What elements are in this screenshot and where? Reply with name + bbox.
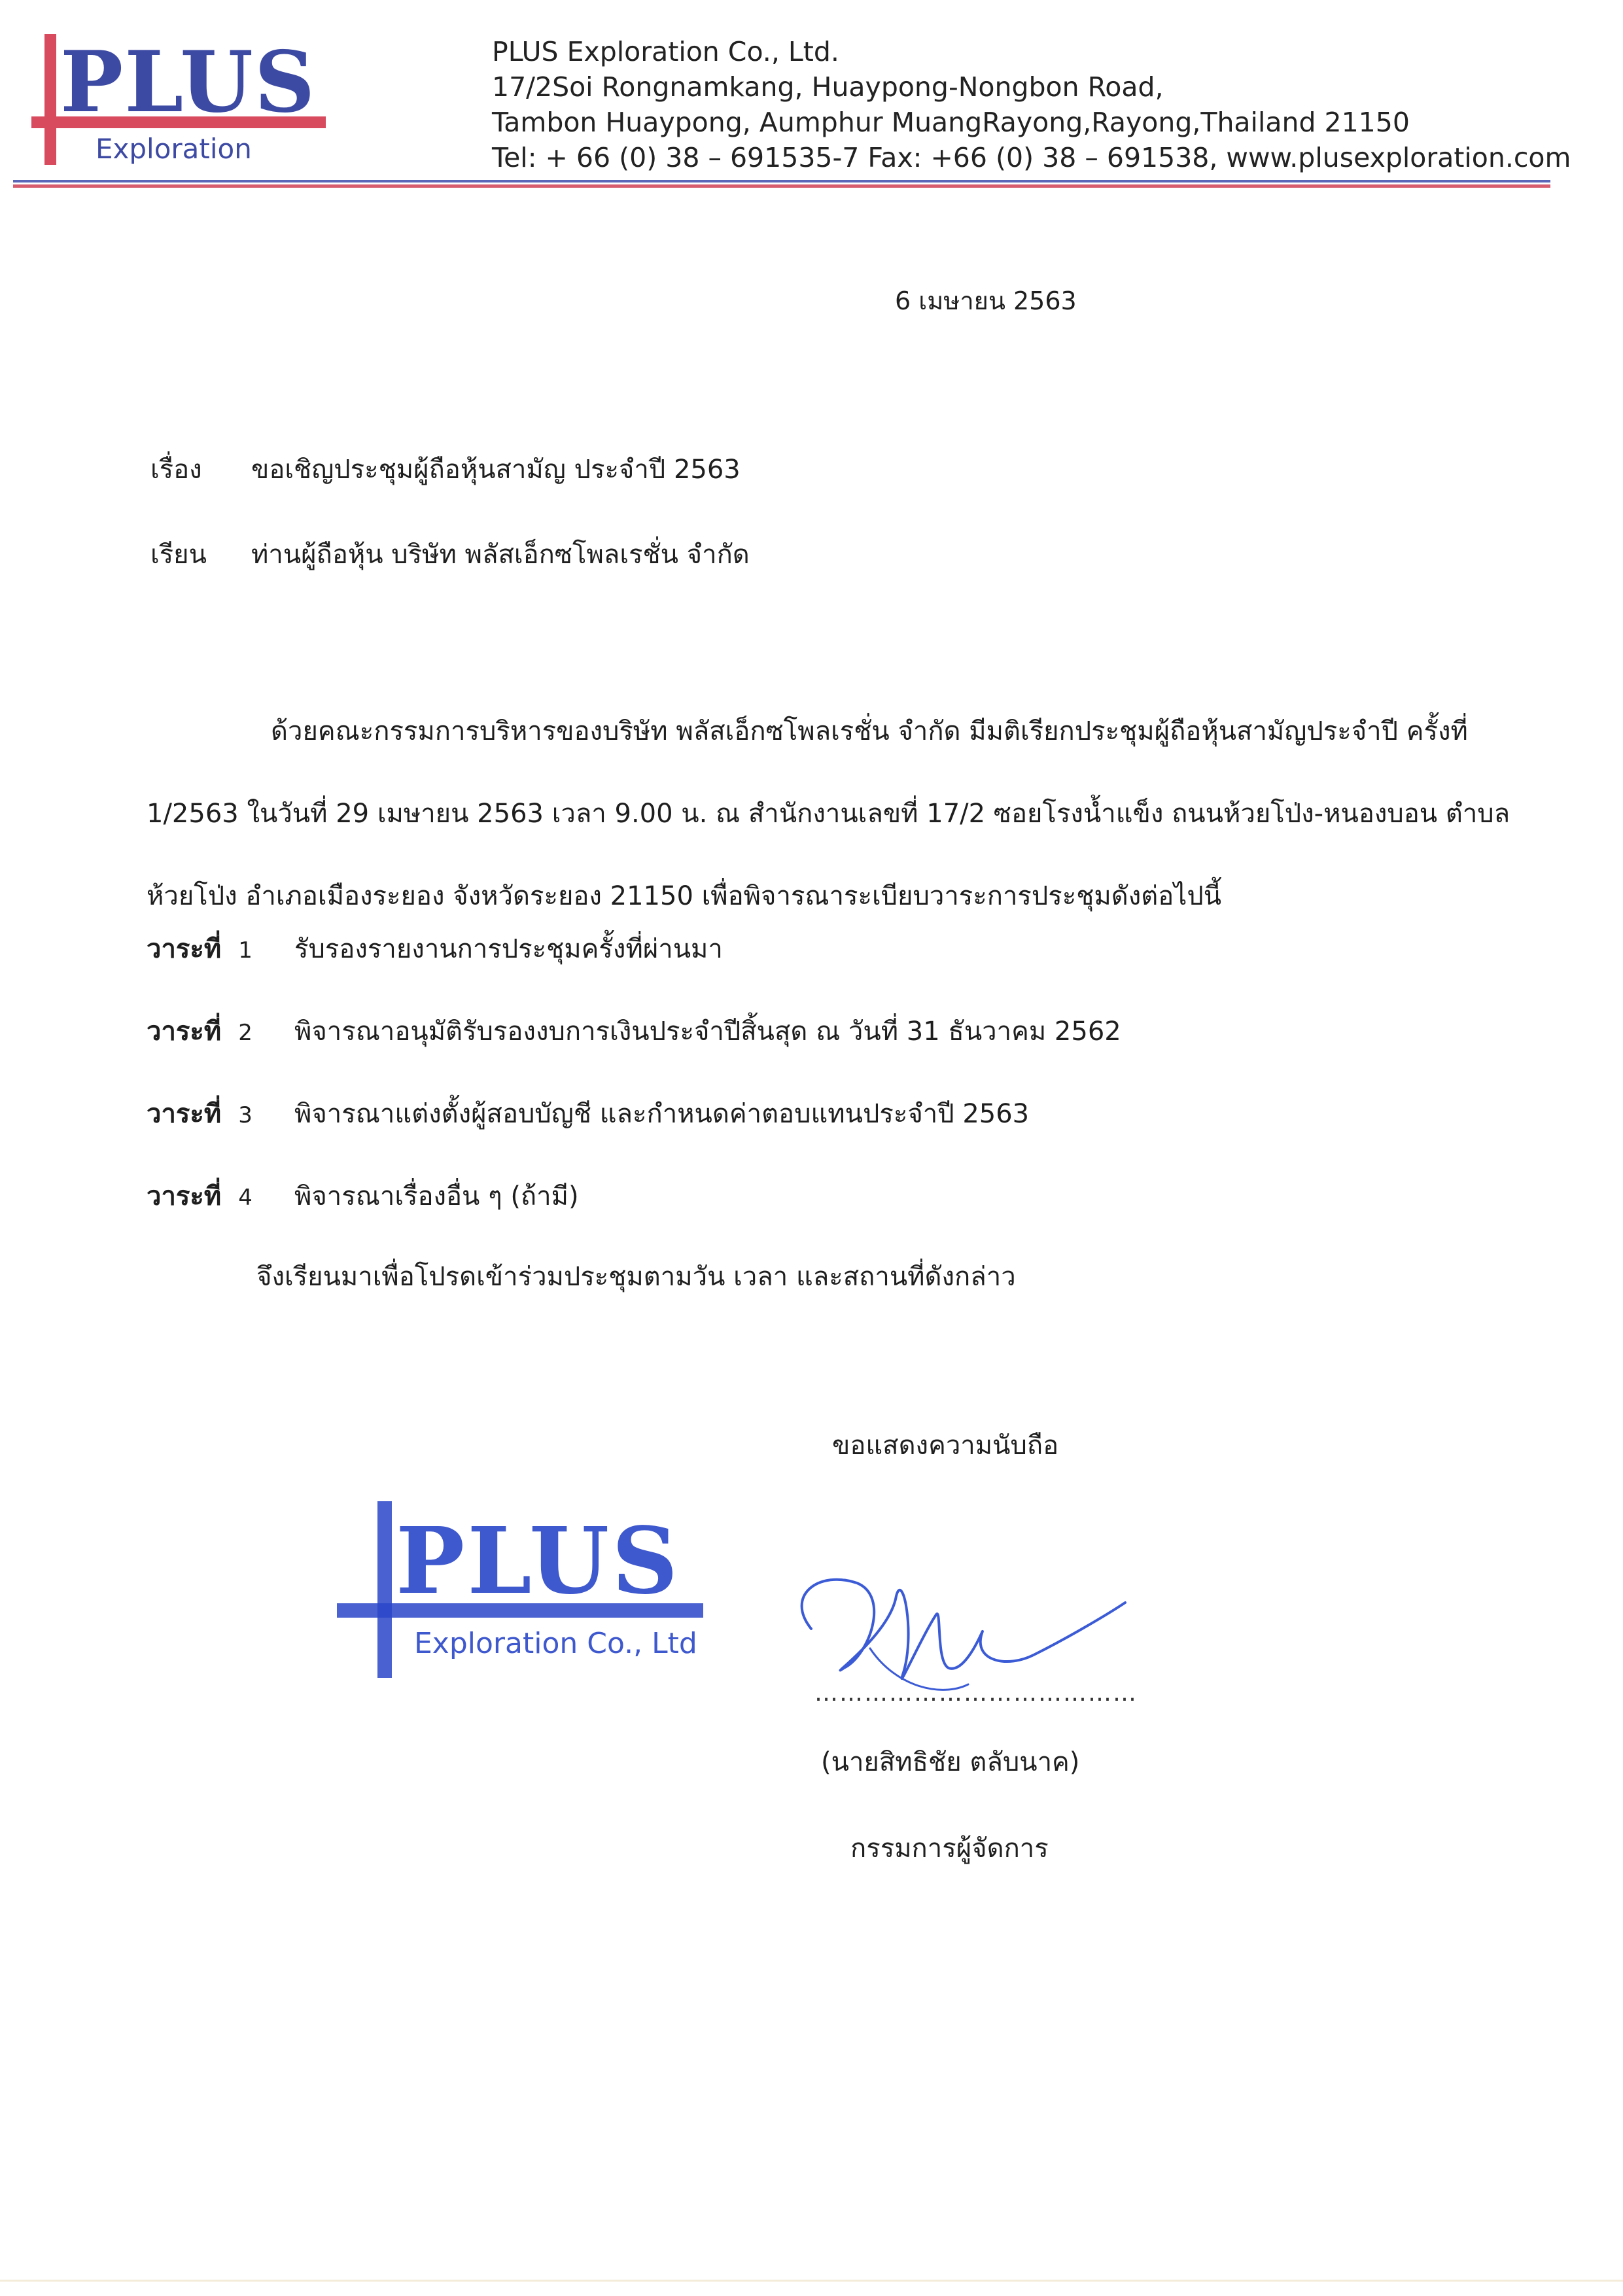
recipient-label: เรียน	[150, 540, 207, 570]
svg-text:PLUS: PLUS	[396, 1508, 681, 1615]
company-logo	[31, 34, 326, 165]
subject-text: ขอเชิญประชุมผู้ถือหุ้นสามัญ ประจำปี 2563	[251, 455, 741, 485]
svg-text:PLUS: PLUS	[60, 34, 317, 131]
agenda-label-1: วาระที่ 1	[147, 934, 253, 964]
agenda-text-4: พิจารณาเรื่องอื่น ๆ (ถ้ามี)	[294, 1181, 579, 1211]
subject-label: เรื่อง	[150, 455, 202, 485]
svg-text:Exploration: Exploration	[96, 133, 252, 165]
signature-line: …………………………………	[814, 1680, 1138, 1707]
intro-paragraph: ด้วยคณะกรรมการบริหารของบริษัท พลัสเอ็กซโพลเรชั่น จำกัด มีมติเรียกประชุมผู้ถือหุ้นสามัญประจำปี ครั้งที่ 1/2563 ในวันที่ 29 เมษายน 2563 เวลา 9.00 น. ณ สำนักงานเลขที่ 17/2 ซอยโรงน้ำแข็ง ถนนห้วยโป่ง-หนองบอน ตำบลห้วยโป่ง อำเภอเมืองระยอง จังหวัดระยอง 21150 เพื่อพิจารณาระเบียบวาระการประชุมดังต่อไปนี้	[147, 716, 1510, 911]
company-name: PLUS Exploration Co., Ltd.	[492, 36, 839, 67]
header-rule-red	[13, 184, 1550, 188]
letter-date: 6 เมษายน 2563	[895, 287, 1077, 315]
agenda-label-2: วาระที่ 2	[147, 1017, 253, 1047]
svg-text:Exploration Co., Ltd: Exploration Co., Ltd	[414, 1627, 697, 1660]
header-rule-blue	[13, 180, 1550, 183]
company-address-line-1: 17/2Soi Rongnamkang, Huaypong-Nongbon Road,	[492, 71, 1164, 103]
regards-text: ขอแสดงความนับถือ	[832, 1431, 1059, 1461]
agenda-label-3: วาระที่ 3	[147, 1099, 253, 1129]
agenda-text-3: พิจารณาแต่งตั้งผู้สอบบัญชี และกำหนดค่าตอบแทนประจำปี 2563	[294, 1099, 1030, 1129]
closing-sentence: จึงเรียนมาเพื่อโปรดเข้าร่วมประชุมตามวัน เวลา และสถานที่ดังกล่าว	[256, 1262, 1016, 1292]
company-address-line-2: Tambon Huaypong, Aumphur MuangRayong,Rayong,Thailand 21150	[492, 107, 1410, 138]
agenda-label-4: วาระที่ 4	[147, 1181, 253, 1211]
signatory-position: กรรมการผู้จัดการ	[850, 1834, 1049, 1864]
company-stamp	[337, 1501, 703, 1678]
recipient-text: ท่านผู้ถือหุ้น บริษัท พลัสเอ็กซโพลเรชั่น จำกัด	[251, 540, 750, 570]
agenda-text-1: รับรองรายงานการประชุมครั้งที่ผ่านมา	[294, 934, 723, 964]
company-contact: Tel: + 66 (0) 38 – 691535-7 Fax: +66 (0) 38 – 691538, www.plusexploration.com	[492, 142, 1571, 173]
page-bottom-edge	[0, 2280, 1623, 2282]
agenda-text-2: พิจารณาอนุมัติรับรองงบการเงินประจำปีสิ้นสุด ณ วันที่ 31 ธันวาคม 2562	[294, 1017, 1121, 1047]
signatory-name: (นายสิทธิชัย ตลับนาค)	[821, 1747, 1080, 1777]
